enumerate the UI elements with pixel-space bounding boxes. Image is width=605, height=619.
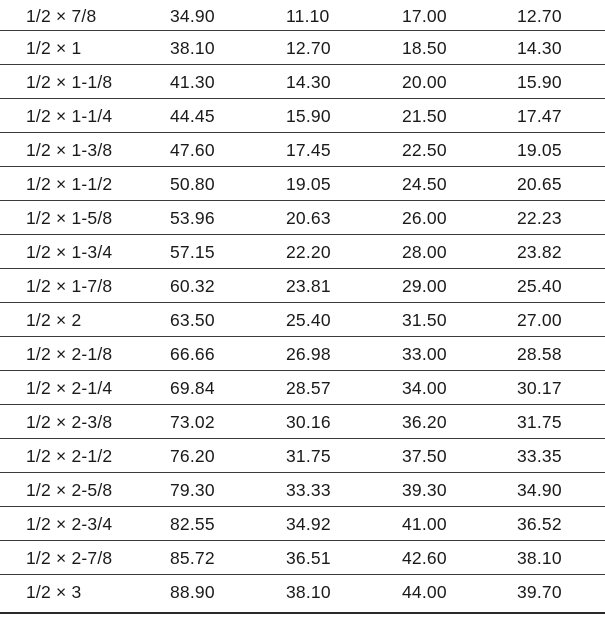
value-cell: 69.84 (170, 378, 215, 398)
size-cell: 1/2 × 2-1/4 (26, 378, 113, 398)
size-cell: 1/2 × 2-5/8 (26, 480, 113, 500)
size-cell: 1/2 × 1-7/8 (26, 276, 113, 296)
value-cell: 23.82 (517, 242, 562, 262)
value-cell: 34.00 (402, 378, 447, 398)
size-cell: 1/2 × 2-3/4 (26, 514, 113, 534)
value-cell: 12.70 (286, 38, 331, 58)
value-cell: 41.00 (402, 514, 447, 534)
table-row (0, 133, 605, 167)
value-cell: 31.75 (517, 412, 562, 432)
value-cell: 82.55 (170, 514, 215, 534)
value-cell: 25.40 (517, 276, 562, 296)
size-cell: 1/2 × 1-3/8 (26, 140, 113, 160)
value-cell: 39.70 (517, 582, 562, 602)
value-cell: 28.58 (517, 344, 562, 364)
table-row (0, 303, 605, 337)
value-cell: 15.90 (286, 106, 331, 126)
value-cell: 44.00 (402, 582, 447, 602)
value-cell: 22.23 (517, 208, 562, 228)
table-row (0, 473, 605, 507)
value-cell: 36.51 (286, 548, 331, 568)
value-cell: 34.92 (286, 514, 331, 534)
value-cell: 20.65 (517, 174, 562, 194)
value-cell: 33.00 (402, 344, 447, 364)
table-row (0, 371, 605, 405)
value-cell: 24.50 (402, 174, 447, 194)
value-cell: 15.90 (517, 72, 562, 92)
table-row (0, 65, 605, 99)
value-cell: 17.47 (517, 106, 562, 126)
value-cell: 20.00 (402, 72, 447, 92)
value-cell: 28.57 (286, 378, 331, 398)
value-cell: 30.16 (286, 412, 331, 432)
table-row (0, 575, 605, 609)
value-cell: 20.63 (286, 208, 331, 228)
value-cell: 66.66 (170, 344, 215, 364)
value-cell: 22.20 (286, 242, 331, 262)
value-cell: 44.45 (170, 106, 215, 126)
value-cell: 31.75 (286, 446, 331, 466)
value-cell: 47.60 (170, 140, 215, 160)
size-cell: 1/2 × 2-3/8 (26, 412, 113, 432)
value-cell: 36.52 (517, 514, 562, 534)
table-row (0, 439, 605, 473)
value-cell: 25.40 (286, 310, 331, 330)
table-row (0, 99, 605, 133)
value-cell: 26.98 (286, 344, 331, 364)
value-cell: 34.90 (517, 480, 562, 500)
value-cell: 17.45 (286, 140, 331, 160)
table-row (0, 201, 605, 235)
value-cell: 63.50 (170, 310, 215, 330)
value-cell: 21.50 (402, 106, 447, 126)
value-cell: 36.20 (402, 412, 447, 432)
size-cell: 1/2 × 2-1/2 (26, 446, 113, 466)
table-row (0, 405, 605, 439)
value-cell: 38.10 (170, 38, 215, 58)
value-cell: 38.10 (517, 548, 562, 568)
value-cell: 38.10 (286, 582, 331, 602)
value-cell: 33.35 (517, 446, 562, 466)
value-cell: 23.81 (286, 276, 331, 296)
table-row (0, 0, 605, 31)
value-cell: 11.10 (286, 6, 330, 26)
value-cell: 26.00 (402, 208, 447, 228)
value-cell: 76.20 (170, 446, 215, 466)
value-cell: 27.00 (517, 310, 562, 330)
value-cell: 73.02 (170, 412, 215, 432)
value-cell: 28.00 (402, 242, 447, 262)
table-row (0, 541, 605, 575)
size-cell: 1/2 × 2-1/8 (26, 344, 113, 364)
value-cell: 85.72 (170, 548, 215, 568)
value-cell: 19.05 (517, 140, 562, 160)
size-cell: 1/2 × 1 (26, 38, 82, 58)
value-cell: 14.30 (286, 72, 331, 92)
value-cell: 88.90 (170, 582, 215, 602)
value-cell: 14.30 (517, 38, 562, 58)
size-cell: 1/2 × 1-1/8 (26, 72, 113, 92)
value-cell: 39.30 (402, 480, 447, 500)
table-row (0, 269, 605, 303)
table-row (0, 31, 605, 65)
value-cell: 42.60 (402, 548, 447, 568)
value-cell: 17.00 (402, 6, 447, 26)
value-cell: 18.50 (402, 38, 447, 58)
value-cell: 19.05 (286, 174, 331, 194)
value-cell: 50.80 (170, 174, 215, 194)
value-cell: 60.32 (170, 276, 215, 296)
value-cell: 33.33 (286, 480, 331, 500)
value-cell: 31.50 (402, 310, 447, 330)
table-row (0, 337, 605, 371)
size-cell: 1/2 × 1-1/2 (26, 174, 113, 194)
table-row (0, 507, 605, 541)
size-cell: 1/2 × 1-3/4 (26, 242, 113, 262)
value-cell: 22.50 (402, 140, 447, 160)
value-cell: 30.17 (517, 378, 562, 398)
value-cell: 34.90 (170, 6, 215, 26)
value-cell: 29.00 (402, 276, 447, 296)
value-cell: 41.30 (170, 72, 215, 92)
table-row (0, 167, 605, 201)
table-row (0, 235, 605, 269)
size-cell: 1/2 × 2-7/8 (26, 548, 113, 568)
value-cell: 37.50 (402, 446, 447, 466)
value-cell: 53.96 (170, 208, 215, 228)
size-cell: 1/2 × 1-5/8 (26, 208, 113, 228)
value-cell: 12.70 (517, 6, 562, 26)
size-cell: 1/2 × 1-1/4 (26, 106, 113, 126)
value-cell: 79.30 (170, 480, 215, 500)
size-cell: 1/2 × 3 (26, 582, 82, 602)
value-cell: 57.15 (170, 242, 215, 262)
size-cell: 1/2 × 7/8 (26, 6, 97, 26)
size-cell: 1/2 × 2 (26, 310, 82, 330)
